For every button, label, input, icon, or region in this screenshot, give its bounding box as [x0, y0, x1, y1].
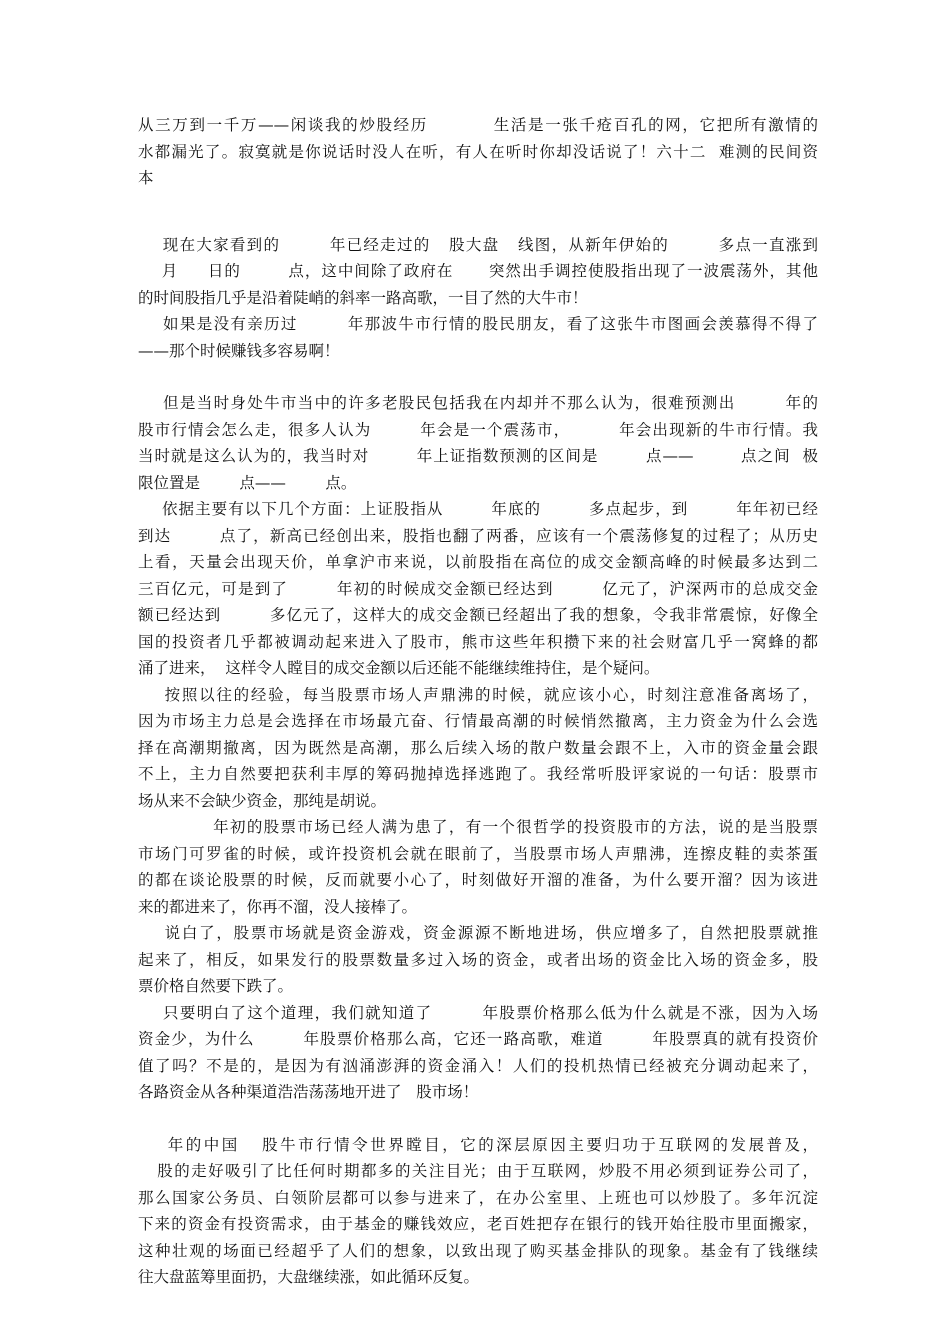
text-line: 依据主要有以下几个方面：上证股指从 年底的 多点起步，到 年年初已经: [138, 500, 818, 518]
document-page: [138, 112, 818, 1291]
text-line: ——那个时候赚钱多容易啊！: [138, 341, 340, 360]
paragraph: [138, 390, 818, 496]
text-line: 起来了，相反，如果发行的股票数量多过入场的资金，或者出场的资金比入场的资金多，股: [138, 950, 818, 969]
text-line: 限位置是 点—— 点。: [138, 473, 357, 492]
text-line: 那么国家公务员、白领阶层都可以参与进来了，在办公室里、上班也可以炒股了。多年沉淀: [138, 1188, 818, 1207]
text-line: 年初的股票市场已经人满为患了，有一个很哲学的投资股市的方法，说的是当股票: [138, 818, 818, 836]
text-line: 场从来不会缺少资金，那纯是胡说。: [138, 791, 387, 810]
text-line: 的时间股指几乎是沿着陡峭的斜率一路高歌，一目了然的大牛市！: [138, 288, 588, 307]
text-line: 按照以往的经验，每当股票市场人声鼎沸的时候，就应该小心，时刻注意准备离场了，: [138, 685, 818, 704]
paragraph: [138, 232, 818, 312]
text-line: 现在大家看到的 年已经走过的 股大盘 线图，从新年伊始的 多点一直涨到: [138, 235, 818, 254]
header-line: 水都漏光了。寂寞就是你说话时没人在听，有人在听时你却没话说了！六十二 难测的民间资: [138, 142, 818, 161]
text-line: 各路资金从各种渠道浩浩荡荡地开进了 股市场！: [138, 1083, 479, 1101]
text-line: 三百亿元，可是到了 年初的时候成交金额已经达到 亿元了，沪深两市的总成交金: [138, 579, 818, 598]
text-line: 额已经达到 多亿元了，这样大的成交金额已经超出了我的想象，令我非常震惊，好像全: [138, 606, 818, 624]
document-header: [138, 112, 818, 192]
text-line: 往大盘蓝筹里面扔，大盘继续涨，如此循环反复。: [138, 1268, 480, 1286]
text-line: 资金少，为什么 年股票价格那么高，它还一路高歌，难道 年股票真的就有投资价: [138, 1030, 818, 1048]
paragraph: [138, 682, 818, 815]
text-line: 这种壮观的场面已经超乎了人们的想象，以致出现了购买基金排队的现象。基金有了钱继续: [138, 1241, 818, 1260]
paragraph: [138, 496, 818, 682]
paragraph: [138, 920, 818, 1000]
paragraph-gap: [138, 1106, 818, 1132]
text-line: 下来的资金有投资需求，由于基金的赚钱效应，老百姓把存在银行的钱开始往股市里面搬家，: [138, 1215, 818, 1233]
text-line: 因为市场主力总是会选择在市场最亢奋、行情最高潮的时候悄然撤离，主力资金为什么会选: [138, 712, 818, 730]
text-line: 的都在谈论股票的时候，反而就要小心了，时刻做好开溜的准备，为什么要开溜？因为该进: [138, 871, 818, 889]
text-line: 股市行情会怎么走，很多人认为 年会是一个震荡市， 年会出现新的牛市行情。我: [138, 420, 818, 439]
text-line: 国的投资者几乎都被调动起来进入了股市，熊市这些年积攒下来的社会财富几乎一窝蜂的都: [138, 632, 818, 651]
text-line: 市场门可罗雀的时候，或许投资机会就在眼前了，当股票市场人声鼎沸，连擦皮鞋的卖茶蛋: [138, 844, 818, 863]
text-line: 择在高潮期撤离，因为既然是高潮，那么后续入场的散户数量会跟不上，入市的资金量会跟: [138, 738, 818, 757]
text-line: 涌了进来， 这样令人瞠目的成交金额以后还能不能继续维持住，是个疑问。: [138, 659, 660, 677]
text-line: 但是当时身处牛市当中的许多老股民包括我在内却并不那么认为，很难预测出 年的: [138, 394, 818, 412]
text-line: 来的都进来了，你再不溜，没人接棒了。: [138, 897, 418, 916]
header-line: 本: [138, 169, 154, 187]
document-body: [138, 232, 818, 1291]
text-line: 说白了，股票市场就是资金游戏，资金源源不断地进场，供应增多了，自然把股票就推: [138, 924, 818, 942]
text-line: 如果是没有亲历过 年那波牛市行情的股民朋友，看了这张牛市图画会羡慕得不得了: [138, 315, 818, 333]
text-line: 股的走好吸引了比任何时期都多的关注目光；由于互联网，炒股不用必须到证券公司了，: [138, 1162, 818, 1180]
paragraph: [138, 814, 818, 920]
paragraph: [138, 1132, 818, 1291]
paragraph-gap: [138, 364, 818, 390]
text-line: 票价格自然要下跌了。: [138, 977, 294, 995]
text-line: 年的中国 股牛市行情令世界瞠目，它的深层原因主要归功于互联网的发展普及，: [138, 1135, 818, 1154]
text-line: 上看，天量会出现天价，单拿沪市来说，以前股指在高位的成交金额高峰的时候最多达到二: [138, 553, 818, 571]
text-line: 不上，主力自然要把获利丰厚的筹码抛掉选择逃跑了。我经常听股评家说的一句话：股票市: [138, 765, 818, 783]
paragraph: [138, 311, 818, 364]
text-line: 只要明白了这个道理，我们就知道了 年股票价格那么低为什么就是不涨，因为入场: [138, 1003, 818, 1022]
header-line: 从三万到一千万——闲谈我的炒股经历 生活是一张千疮百孔的网，它把所有激情的: [138, 116, 818, 134]
text-line: 到达 点了，新高已经创出来，股指也翻了两番，应该有一个震荡修复的过程了；从历史: [138, 526, 818, 545]
text-line: 当时就是这么认为的，我当时对 年上证指数预测的区间是 点—— 点之间 极: [138, 447, 818, 465]
text-line: 月 日的 点，这中间除了政府在 突然出手调控使股指出现了一波震荡外，其他: [138, 262, 818, 280]
text-line: 值了吗？不是的，是因为有汹涌澎湃的资金涌入！人们的投机热情已经被充分调动起来了，: [138, 1056, 818, 1075]
paragraph: [138, 1000, 818, 1106]
